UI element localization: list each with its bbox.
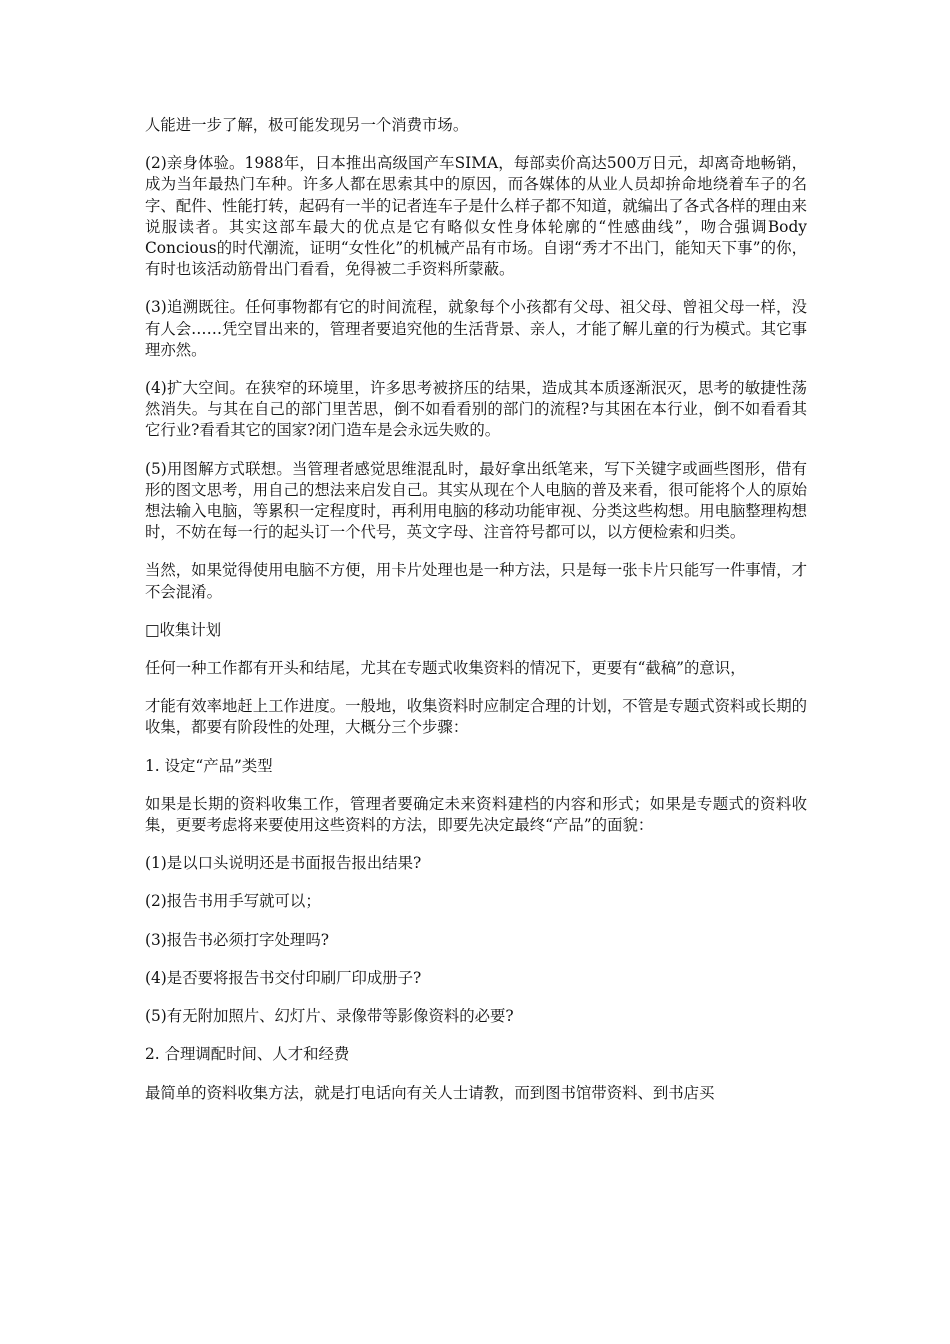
paragraph-product-type: 如果是长期的资料收集工作，管理者要确定未来资料建档的内容和形式；如果是专题式的资料收集，更要考虑将来要使用这些资料的方法，即要先决定最终“产品”的面貌： [145, 794, 807, 835]
step-heading-2: 2. 合理调配时间、人才和经费 [145, 1045, 350, 1064]
step-heading-1: 1. 设定“产品”类型 [145, 756, 273, 775]
paragraph-deadline: 任何一种工作都有开头和结尾，尤其在专题式收集资料的情况下，更要有“截稿”的意识， [145, 659, 746, 678]
paragraph-point-5: (5)用图解方式联想。当管理者感觉思维混乱时，最好拿出纸笔来，写下关键字或画些图形，借有形的图文思考，用自己的想法来启发自己。其实从现在个人电脑的普及来看，很可能将个人的原始想法输入电脑，等累积一定程度时，再利用电脑的移动功能审视、分类这些构想。用电脑整理构想时，不妨在每一行的起头订一个代号，英文字母、注音符号都可以，以方便检索和归类。 [145, 459, 807, 542]
list-item-5: (5)有无附加照片、幻灯片、录像带等影像资料的必要? [145, 1007, 514, 1026]
paragraph-simple-method: 最简单的资料收集方法，就是打电话向有关人士请教，而到图书馆带资料、到书店买 [145, 1083, 715, 1102]
paragraph-plan-steps: 才能有效率地赶上工作进度。一般地，收集资料时应制定合理的计划，不管是专题式资料或长期的收集，都要有阶段性的处理，大概分三个步骤： [145, 697, 807, 737]
paragraph-point-2: (2)亲身体验。1988年，日本推出高级国产车SIMA，每部卖价高达500万日元，却离奇地畅销，成为当年最热门车种。许多人都在思索其中的原因，而各媒体的从业人员却拚命地绕着车子的名字、配件、性能打转，起码有一半的记者连车子是什么样子都不知道，就编出了各式各样的理由来说服读者。其实这部车最大的优点是它有略似女性身体轮廓的“性感曲线”，吻合强调Body Concious的时代潮流，证明“女性化”的机械产品有市场。自诩“秀才不出门，能知天下事”的你，有时也该活动筋骨出门看看，免得被二手资料所蒙蔽。 [145, 154, 807, 279]
paragraph-intro-continuation: 人能进一步了解，极可能发现另一个消费市场。 [145, 116, 469, 134]
list-item-3: (3)报告书必须打字处理吗? [145, 930, 329, 949]
document-page [145, 115, 807, 1121]
paragraph-card-note: 当然，如果觉得使用电脑不方便，用卡片处理也是一种方法，只是每一张卡片只能写一件事情，才不会混淆。 [145, 561, 807, 601]
list-item-1: (1)是以口头说明还是书面报告报出结果? [145, 854, 422, 873]
paragraph-point-3: (3)追溯既往。任何事物都有它的时间流程，就象每个小孩都有父母、祖父母、曾祖父母一样，没有人会……凭空冒出来的，管理者要追究他的生活背景、亲人，才能了解儿童的行为模式。其它事理亦然。 [145, 298, 807, 359]
paragraph-point-4: (4)扩大空间。在狭窄的环境里，许多思考被挤压的结果，造成其本质逐渐泯灭，思考的敏捷性荡然消失。与其在自己的部门里苦思，倒不如看看别的部门的流程?与其困在本行业，倒不如看看其它行业?看看其它的国家?闭门造车是会永远失败的。 [145, 379, 807, 440]
list-item-2: (2)报告书用手写就可以； [145, 892, 321, 911]
section-heading-collection-plan: □收集计划 [145, 620, 222, 639]
list-item-4: (4)是否要将报告书交付印刷厂印成册子? [145, 968, 422, 987]
